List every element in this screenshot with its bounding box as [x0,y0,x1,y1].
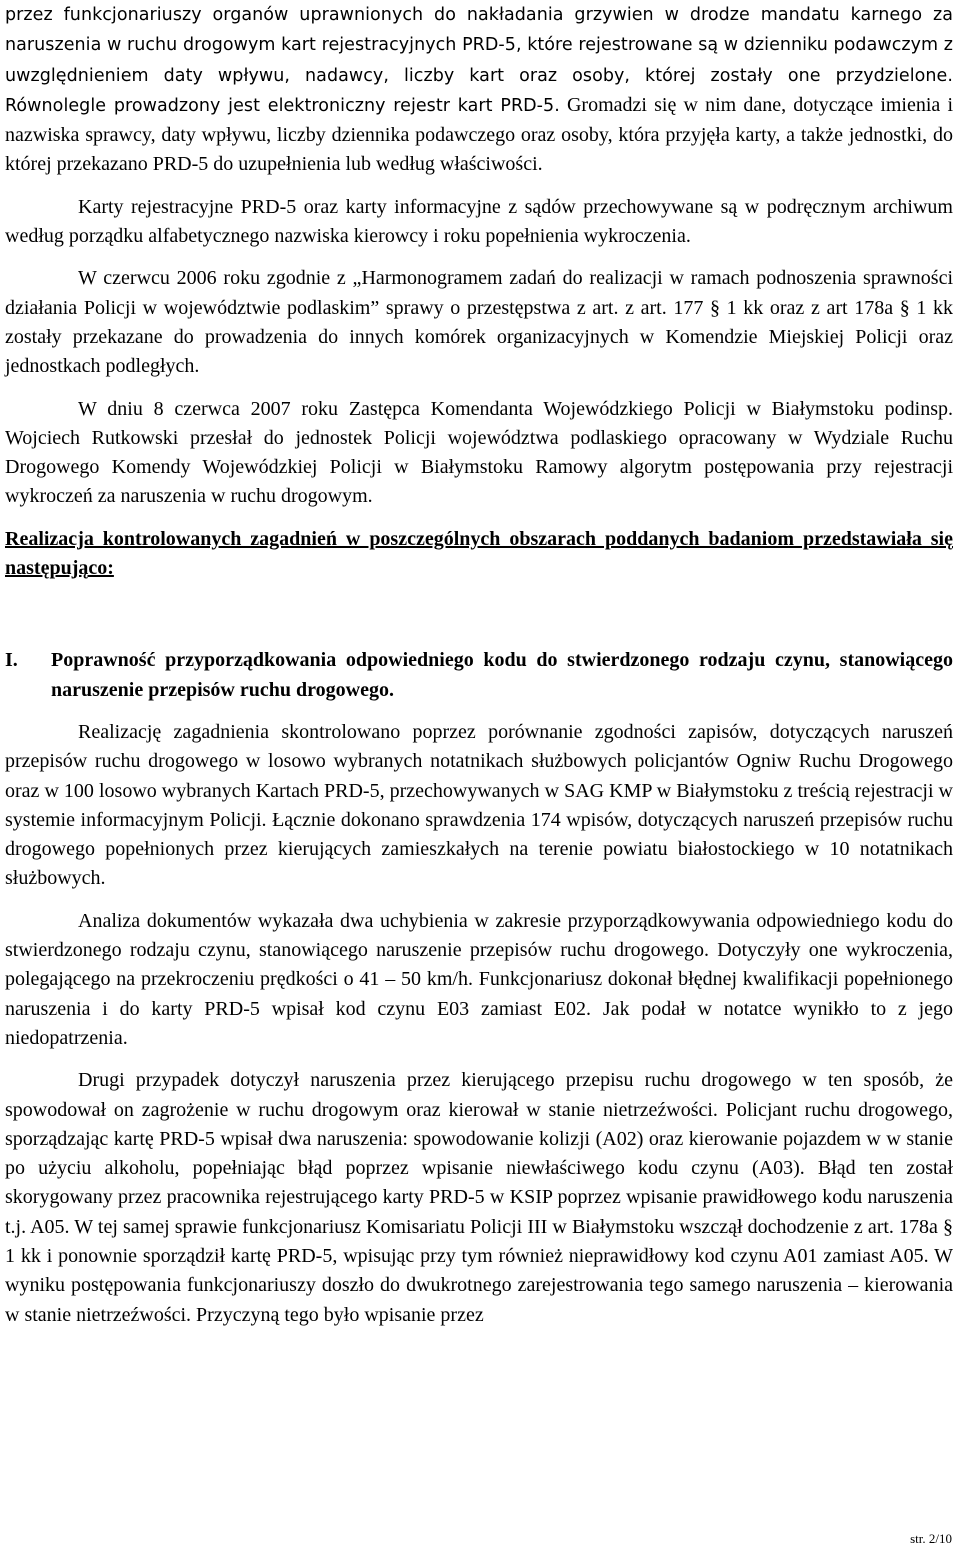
section-title-block [5,646,953,705]
section-title: Poprawność przyporządkowania odpowiedniego kodu do stwierdzonego rodzaju czynu, stanowiącego naruszenie przepisów ruchu drogowego. [51,649,953,701]
paragraph-analysis: Analiza dokumentów wykazała dwa uchybienia w zakresie przyporządkowywania odpowiedniego kodu do stwierdzonego rodzaju czynu, stanowiącego naruszenie przepisów ruchu drogowego. Dotyczyły one wykroczenia, polegającego na przekroczeniu prędkości o 41 – 50 km/h. Funkcjonariusz dokonał błędnej kwalifikacji popełnionego naruszenia i do karty PRD-5 wpisał kod czynu E03 zamiast E02. Jak podał w notatce wynikło to z jego niedopatrzenia. [5,909,953,1049]
paragraph-registry-part2: Gromadzi się w nim dane, dotyczące imienia i nazwiska sprawcy, daty wpływu, liczby dziennika podawczego oraz osoby, która przyjęła karty, a także jednostki, do której przekazano PRD-5 do uzupełnienia lub według właściwości. [5,93,953,176]
paragraph-archive: Karty rejestracyjne PRD-5 oraz karty informacyjne z sądów przechowywane są w podręcznym archiwum według porządku alfabetycznego nazwiska kierowcy i roku popełnienia wykroczenia. [5,195,953,248]
paragraph-second-case: Drugi przypadek dotyczył naruszenia przez kierującego przepisu ruchu drogowego w ten sposób, że spowodował on zagrożenie w ruchu drogowym oraz kierował w stanie nietrzeźwości. Policjant ruchu drogowego, sporządzając kartę PRD-5 wpisał dwa naruszenia: spowodowanie kolizji (A02) oraz kierowanie pojazdem w w stanie po użyciu alkoholu, popełniając błąd poprzez wpisanie niewłaściwego kodu czynu (A03). Błąd ten został skorygowany przez pracownika rejestrującego karty PRD-5 w KSIP poprzez wpisanie prawidłowego kodu naruszenia t.j. A05. W tej samej sprawie funkcjonariusz Komisariatu Policji III w Białymstoku wszczął dochodzenie z art. 178a § 1 kk i ponownie sporządził kartę PRD-5, wpisując przy tym również nieprawidłowy kod czynu A01 zamiast A05. W wyniku postępowania funkcjonariuszy doszło do dwukrotnego zarejestrowania tego samego naruszenia – kierowania w stanie nietrzeźwości. Przyczyną tego było wpisanie przez [5,1069,953,1326]
section-number: I. [5,649,18,672]
page-number: str. 2/10 [910,1531,952,1546]
document-page [5,0,953,1330]
paragraph-registry-part1: przez funkcjonariuszy organów uprawnionych do nakładania grzywien w drodze mandatu karnego za naruszenia w ruchu drogowym kart rejestracyjnych PRD-5, które rejestrowane są w dzienniku podawczym z uwzględnieniem daty wpływu, nadawcy, liczby kart oraz osoby, której zostały one przydzielone. Równolegle prowadzony jest elektroniczny rejestr kart PRD-5. [5,5,953,116]
paragraph-harmonogram: W czerwcu 2006 roku zgodnie z „Harmonogramem zadań do realizacji w ramach podnoszenia sprawności działania Policji w województwie podlaskim” sprawy o przestępstwa z art. z art. 177 § 1 kk oraz z art 178a § 1 kk zostały przekazane do prowadzenia do innych komórek organizacyjnych w Komendzie Miejskiej Policji oraz jednostkach podległych. [5,267,953,378]
paragraph-algorithm: W dniu 8 czerwca 2007 roku Zastępca Komendanta Wojewódzkiego Policji w Białymstoku podinsp. Wojciech Rutkowski przesłał do jednostek Policji województwa podlaskiego opracowany w Wydziale Ruchu Drogowego Komendy Wojewódzkiej Policji w Białymstoku Ramowy algorytm postępowania przy rejestracji wykroczeń za naruszenia w ruchu drogowym. [5,397,953,508]
paragraph-control: Realizację zagadnienia skontrolowano poprzez porównanie zgodności zapisów, dotyczących naruszeń przepisów ruchu drogowego w losowo wybranych notatnikach służbowych policjantów Ogniw Ruchu Drogowego oraz w 100 losowo wybranych Kartach PRD-5, przechowywanych w SAG KMP w Białymstoku z treścią rejestracji w systemie informacyjnym Policji. Łącznie dokonano sprawdzenia 174 wpisów, dotyczących naruszeń przepisów ruchu drogowego popełnionych przez kierujących zamieszkałych na terenie powiatu białostockiego w 10 notatnikach służbowych. [5,720,953,890]
section-heading: Realizacja kontrolowanych zagadnień w poszczególnych obszarach poddanych badaniom przedstawiała się następująco: [5,527,953,580]
paragraph-registry [5,0,953,180]
